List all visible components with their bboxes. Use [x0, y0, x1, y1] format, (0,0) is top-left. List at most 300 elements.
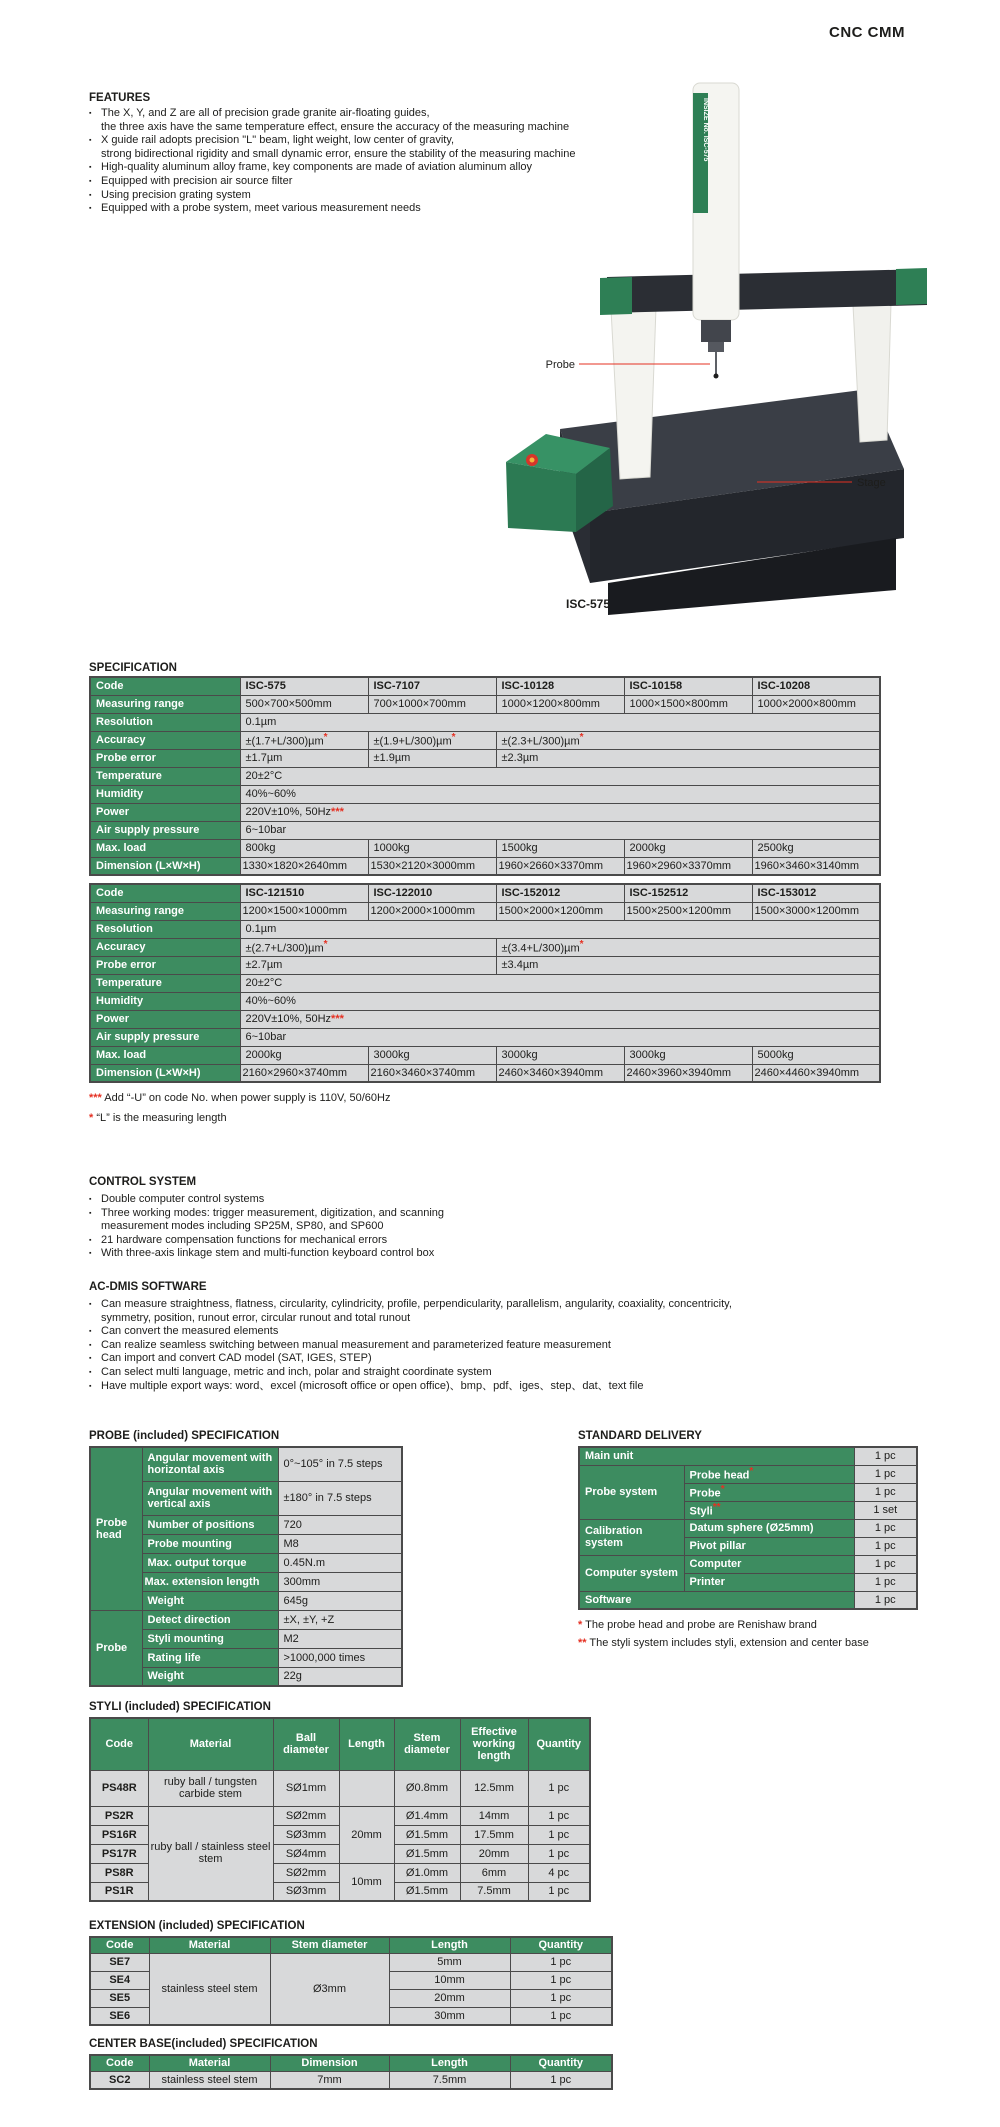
length-cell: 10mm [339, 1863, 394, 1901]
spec-cell: 40%~60% [240, 992, 880, 1010]
table-row [90, 1806, 590, 1825]
row-label: Rating life [142, 1648, 278, 1667]
row-label: Dimension (L×W×H) [90, 857, 240, 875]
spec-cell: 2000kg [624, 839, 752, 857]
spec-cell: 1960×3460×3140mm [752, 857, 880, 875]
table-header-row [90, 2055, 612, 2071]
figure-caption: ISC-575 [566, 597, 611, 611]
spec-cell: 500×700×500mm [240, 695, 368, 713]
spec-cell: ±(1.7+L/300)µm* [240, 731, 368, 749]
material-cell: stainless steel stem [149, 2071, 270, 2089]
spec-cell: M8 [278, 1534, 402, 1553]
spec-heading: SPECIFICATION [89, 662, 177, 674]
control-housing-front [506, 462, 576, 532]
delivery-note-1: * The probe head and probe are Renishaw brand [578, 1619, 817, 1631]
footnote-star: ** [712, 1501, 721, 1513]
group-label: Computer system [579, 1555, 684, 1591]
software-list [89, 1298, 969, 1393]
spec-cell: ISC-153012 [752, 884, 880, 902]
column-header: Effective working length [460, 1718, 528, 1770]
styli-spec-heading: STYLI (included) SPECIFICATION [89, 1701, 271, 1713]
table-row [90, 857, 880, 875]
material-cell: ruby ball / stainless steel stem [148, 1806, 273, 1901]
group-label: Probe [90, 1610, 142, 1686]
footnote-star: * [579, 938, 584, 950]
row-label: Probe error [90, 749, 240, 767]
table-row [90, 938, 880, 956]
row-label: Probe error [90, 956, 240, 974]
delivery-item: Styli** [684, 1501, 854, 1519]
row-label: Weight [142, 1591, 278, 1610]
group-label: Probe head [90, 1447, 142, 1610]
row-label: Humidity [90, 785, 240, 803]
code-cell: SE5 [90, 1989, 149, 2007]
list-item: ▪ 21 hardware compensation functions for mechanical errors [89, 1234, 729, 1248]
spec-cell: 220V±10%, 50Hz*** [240, 803, 880, 821]
row-label: Max. load [90, 1046, 240, 1064]
footnote-star: *** [89, 1092, 102, 1104]
table-row [90, 902, 880, 920]
spec-cell: ISC-10208 [752, 677, 880, 695]
machine-figure [480, 70, 950, 622]
spec-cell: 0.1µm [240, 713, 880, 731]
code-cell: SC2 [90, 2071, 149, 2089]
footnote-star: *** [331, 1013, 344, 1025]
qty-cell: 1 pc [510, 2007, 612, 2025]
dimension-cell: 7mm [270, 2071, 389, 2089]
table-row [90, 1953, 612, 1971]
spec-cell: ±3.4µm [496, 956, 880, 974]
spec-cell: 1500kg [496, 839, 624, 857]
column-header: Quantity [510, 2055, 612, 2071]
code-cell: PS2R [90, 1806, 148, 1825]
column-header: Code [90, 2055, 149, 2071]
stem-cell: Ø1.5mm [394, 1882, 460, 1901]
delivery-item: Software [579, 1591, 854, 1609]
right-column [853, 303, 891, 442]
spec-cell: ISC-152012 [496, 884, 624, 902]
qty-cell: 1 pc [854, 1447, 917, 1465]
qty-cell: 1 pc [528, 1770, 590, 1806]
spec-cell: 0°~105° in 7.5 steps [278, 1447, 402, 1481]
styli-spec-table [89, 1717, 591, 1902]
probe-spec-heading: PROBE (included) SPECIFICATION [89, 1430, 280, 1442]
column-header: Material [149, 2055, 270, 2071]
row-label: Accuracy [90, 938, 240, 956]
delivery-note-2: ** The styli system includes styli, extension and center base [578, 1637, 869, 1649]
stem-cell: Ø1.5mm [394, 1844, 460, 1863]
delivery-item: Computer [684, 1555, 854, 1573]
spec-cell: 645g [278, 1591, 402, 1610]
row-label: Power [90, 803, 240, 821]
spec-cell: ±1.9µm [368, 749, 496, 767]
spec-cell: M2 [278, 1629, 402, 1648]
stem-cell: Ø1.5mm [394, 1825, 460, 1844]
material-cell: ruby ball / tungsten carbide stem [148, 1770, 273, 1806]
spec-cell: 2000kg [240, 1046, 368, 1064]
table-header-row [90, 1718, 590, 1770]
length-cell: 20mm [339, 1806, 394, 1863]
row-label: Air supply pressure [90, 1028, 240, 1046]
footnote-star: * [323, 938, 328, 950]
row-label: Temperature [90, 974, 240, 992]
table-row [90, 713, 880, 731]
delivery-item: Datum sphere (Ø25mm) [684, 1519, 854, 1537]
spec-cell: 22g [278, 1667, 402, 1686]
list-item: ▪ Can realize seamless switching between manual measurement and parameterized feature measurement [89, 1339, 969, 1353]
row-label: Accuracy [90, 731, 240, 749]
standard-delivery-heading: STANDARD DELIVERY [578, 1430, 702, 1442]
qty-cell: 4 pc [528, 1863, 590, 1882]
list-item: ▪ With three-axis linkage stem and multi-function keyboard control box [89, 1247, 729, 1261]
row-label: Humidity [90, 992, 240, 1010]
spec-cell: 0.1µm [240, 920, 880, 938]
page-title: CNC CMM [829, 24, 905, 41]
spec-table-1 [89, 676, 881, 876]
table-row [90, 839, 880, 857]
table-row [579, 1519, 917, 1537]
list-item: ▪ Can import and convert CAD model (SAT, IGES, STEP) [89, 1352, 969, 1366]
table-row [90, 992, 880, 1010]
qty-cell: 1 pc [528, 1844, 590, 1863]
feature-item: ▪ Using precision grating system [89, 189, 679, 203]
column-header: Length [389, 1937, 510, 1953]
column-header: Stem diameter [394, 1718, 460, 1770]
control-system-list [89, 1193, 729, 1261]
stage-callout-label: Stage [857, 477, 886, 489]
features-heading: FEATURES [89, 92, 151, 104]
table-row [579, 1447, 917, 1465]
spec-cell: 1000×2000×800mm [752, 695, 880, 713]
row-label: Measuring range [90, 902, 240, 920]
spec-cell: 2160×3460×3740mm [368, 1064, 496, 1082]
footnote-star: ** [578, 1637, 587, 1649]
table-row [90, 677, 880, 695]
spec-cell: 20±2°C [240, 974, 880, 992]
feature-item: ▪ Equipped with a probe system, meet various measurement needs [89, 202, 679, 216]
table-row [90, 920, 880, 938]
length-cell: 30mm [389, 2007, 510, 2025]
length-cell: 5mm [389, 1953, 510, 1971]
list-item: ▪ Have multiple export ways: word、excel (microsoft office or open office)、bmp、pdf、iges、step、dat、text file [89, 1380, 969, 1394]
spec-cell: 1530×2120×3000mm [368, 857, 496, 875]
length-cell: 20mm [389, 1989, 510, 2007]
column-header: Quantity [528, 1718, 590, 1770]
column-header: Length [339, 1718, 394, 1770]
spec-cell: 1330×1820×2640mm [240, 857, 368, 875]
table-row [90, 2071, 612, 2089]
qty-cell: 1 pc [528, 1825, 590, 1844]
code-cell: PS16R [90, 1825, 148, 1844]
control-system-heading: CONTROL SYSTEM [89, 1176, 197, 1188]
table-row [90, 785, 880, 803]
row-label: Resolution [90, 920, 240, 938]
spec-cell: 220V±10%, 50Hz*** [240, 1010, 880, 1028]
spec-cell: 1960×2660×3370mm [496, 857, 624, 875]
spec-cell: 5000kg [752, 1046, 880, 1064]
spec-cell: 3000kg [496, 1046, 624, 1064]
row-label: Styli mounting [142, 1629, 278, 1648]
spec-cell: 0.45N.m [278, 1553, 402, 1572]
length-cell: 7.5mm [389, 2071, 510, 2089]
feature-item: ▪ Equipped with precision air source filter [89, 175, 679, 189]
stem-cell: Ø3mm [270, 1953, 389, 2025]
standard-delivery-table [578, 1446, 918, 1610]
stem-cell: Ø0.8mm [394, 1770, 460, 1806]
spec-cell: 3000kg [368, 1046, 496, 1064]
length-cell: 10mm [389, 1971, 510, 1989]
spec-cell: 1500×3000×1200mm [752, 902, 880, 920]
row-label: Weight [142, 1667, 278, 1686]
spec-cell: 1500×2500×1200mm [624, 902, 752, 920]
ewl-cell: 12.5mm [460, 1770, 528, 1806]
spec-cell: ±2.3µm [496, 749, 880, 767]
center-base-heading: CENTER BASE(included) SPECIFICATION [89, 2038, 318, 2050]
center-base-table [89, 2054, 613, 2090]
ewl-cell: 17.5mm [460, 1825, 528, 1844]
spec-cell: 1000×1500×800mm [624, 695, 752, 713]
probe-head [701, 320, 731, 342]
row-label: Max. extension length [142, 1572, 278, 1591]
material-cell: stainless steel stem [149, 1953, 270, 2025]
brand-label: INSIZE No. ISC-575 [702, 98, 709, 162]
delivery-item: Printer [684, 1573, 854, 1591]
spec-cell: 720 [278, 1515, 402, 1534]
spec-cell: 1500×2000×1200mm [496, 902, 624, 920]
ball-cell: SØ2mm [273, 1863, 339, 1882]
table-row [90, 974, 880, 992]
table-row [90, 884, 880, 902]
qty-cell: 1 pc [854, 1519, 917, 1537]
code-cell: PS17R [90, 1844, 148, 1863]
spec-cell: 300mm [278, 1572, 402, 1591]
column-header: Ball diameter [273, 1718, 339, 1770]
ball-cell: SØ4mm [273, 1844, 339, 1863]
spec-cell: 800kg [240, 839, 368, 857]
column-header: Stem diameter [270, 1937, 389, 1953]
spec-cell: ISC-121510 [240, 884, 368, 902]
table-row [90, 1046, 880, 1064]
spec-cell: ±2.7µm [240, 956, 496, 974]
table-row [90, 821, 880, 839]
qty-cell: 1 pc [854, 1573, 917, 1591]
spec-cell: ±(3.4+L/300)µm* [496, 938, 880, 956]
footnote-star: *** [331, 806, 344, 818]
spec-note-1: *** Add “-U” on code No. when power supply is 110V, 50/60Hz [89, 1092, 391, 1104]
row-label: Max. output torque [142, 1553, 278, 1572]
ewl-cell: 20mm [460, 1844, 528, 1863]
ball-cell: SØ2mm [273, 1806, 339, 1825]
feature-item: ▪ X guide rail adopts precision "L" beam, light weight, low center of gravity, strong bidirectional rigidity and small dynamic error, ensure the stability of the measuring machine [89, 134, 679, 161]
table-row [579, 1555, 917, 1573]
spec-cell: 1000kg [368, 839, 496, 857]
spec-table-2 [89, 883, 881, 1083]
probe-spec-table [89, 1446, 403, 1687]
emergency-button-center [530, 458, 535, 463]
qty-cell: 1 pc [854, 1537, 917, 1555]
spec-cell: ISC-10128 [496, 677, 624, 695]
qty-cell: 1 pc [510, 1989, 612, 2007]
row-label: Resolution [90, 713, 240, 731]
footnote-star: * [323, 731, 328, 743]
delivery-item: Probe* [684, 1483, 854, 1501]
spec-cell: 2460×3460×3940mm [496, 1064, 624, 1082]
spec-cell: 20±2°C [240, 767, 880, 785]
spec-cell: ISC-7107 [368, 677, 496, 695]
spec-cell: ±1.7µm [240, 749, 368, 767]
list-item: ▪ Can convert the measured elements [89, 1325, 969, 1339]
row-label: Max. load [90, 839, 240, 857]
table-row [90, 803, 880, 821]
ball-cell: SØ1mm [273, 1770, 339, 1806]
row-label: Probe mounting [142, 1534, 278, 1553]
extension-spec-table [89, 1936, 613, 2026]
extension-spec-heading: EXTENSION (included) SPECIFICATION [89, 1920, 305, 1932]
column-header: Material [149, 1937, 270, 1953]
ewl-cell: 7.5mm [460, 1882, 528, 1901]
footnote-star: * [749, 1465, 754, 1477]
code-cell: PS48R [90, 1770, 148, 1806]
qty-cell: 1 pc [854, 1465, 917, 1483]
probe-body [708, 342, 724, 352]
stylus-tip [714, 374, 719, 379]
list-item: ▪ Can select multi language, metric and inch, polar and straight coordinate system [89, 1366, 969, 1380]
row-label: Code [90, 884, 240, 902]
table-row [90, 1064, 880, 1082]
ewl-cell: 14mm [460, 1806, 528, 1825]
spec-cell: 40%~60% [240, 785, 880, 803]
table-row [90, 1770, 590, 1806]
row-label: Angular movement with vertical axis [142, 1481, 278, 1515]
table-row [579, 1465, 917, 1483]
footnote-star: * [720, 1483, 725, 1495]
crossbeam-cap-left [600, 277, 632, 315]
row-label: Measuring range [90, 695, 240, 713]
spec-cell: 2500kg [752, 839, 880, 857]
column-header: Quantity [510, 1937, 612, 1953]
table-row [90, 1010, 880, 1028]
code-cell: SE6 [90, 2007, 149, 2025]
group-label: Probe system [579, 1465, 684, 1519]
column-header: Material [148, 1718, 273, 1770]
delivery-item: Probe head* [684, 1465, 854, 1483]
qty-cell: 1 pc [510, 1953, 612, 1971]
spec-cell: ±(2.3+L/300)µm* [496, 731, 880, 749]
column-header: Code [90, 1937, 149, 1953]
qty-cell: 1 pc [510, 2071, 612, 2089]
spec-cell: 1200×1500×1000mm [240, 902, 368, 920]
list-item: ▪ Three working modes: trigger measurement, digitization, and scanning measurement modes including SP25M, SP80, and SP600 [89, 1207, 729, 1234]
spec-cell: 700×1000×700mm [368, 695, 496, 713]
spec-cell: >1000,000 times [278, 1648, 402, 1667]
length-cell [339, 1770, 394, 1806]
table-row [579, 1591, 917, 1609]
row-label: Number of positions [142, 1515, 278, 1534]
column-header: Code [90, 1718, 148, 1770]
row-label: Air supply pressure [90, 821, 240, 839]
code-cell: PS8R [90, 1863, 148, 1882]
table-row [90, 749, 880, 767]
delivery-item: Main unit [579, 1447, 854, 1465]
footnote-star: * [89, 1112, 94, 1124]
row-label: Dimension (L×W×H) [90, 1064, 240, 1082]
row-label: Angular movement with horizontal axis [142, 1447, 278, 1481]
footnote-star: * [579, 731, 584, 743]
spec-cell: 3000kg [624, 1046, 752, 1064]
feature-item: ▪ High-quality aluminum alloy frame, key components are made of aviation aluminum alloy [89, 161, 679, 175]
qty-cell: 1 pc [854, 1591, 917, 1609]
spec-cell: ISC-10158 [624, 677, 752, 695]
spec-cell: 6~10bar [240, 821, 880, 839]
software-heading: AC-DMIS SOFTWARE [89, 1281, 207, 1293]
spec-note-2: * “L” is the measuring length [89, 1112, 227, 1124]
group-label: Calibration system [579, 1519, 684, 1555]
row-label: Detect direction [142, 1610, 278, 1629]
spec-cell: 2460×4460×3940mm [752, 1064, 880, 1082]
qty-cell: 1 pc [528, 1806, 590, 1825]
code-cell: PS1R [90, 1882, 148, 1901]
spec-cell: ISC-575 [240, 677, 368, 695]
spec-cell: 1960×2960×3370mm [624, 857, 752, 875]
qty-cell: 1 pc [854, 1483, 917, 1501]
crossbeam-cap-right [896, 268, 927, 305]
ball-cell: SØ3mm [273, 1825, 339, 1844]
table-row [90, 956, 880, 974]
qty-cell: 1 pc [528, 1882, 590, 1901]
delivery-item: Pivot pillar [684, 1537, 854, 1555]
spec-cell: 2460×3960×3940mm [624, 1064, 752, 1082]
spec-cell: ISC-152512 [624, 884, 752, 902]
table-row [90, 767, 880, 785]
qty-cell: 1 pc [854, 1555, 917, 1573]
probe-callout-label: Probe [545, 359, 575, 371]
spec-cell: 1200×2000×1000mm [368, 902, 496, 920]
code-cell: SE7 [90, 1953, 149, 1971]
spec-cell: ±180° in 7.5 steps [278, 1481, 402, 1515]
list-item: ▪ Can measure straightness, flatness, circularity, cylindricity, profile, perpendicularity, parallelism, angularity, coaxiality, concentricity, symmetry, position, runout error, circular runout and total runout [89, 1298, 969, 1325]
table-row [90, 1447, 402, 1481]
ball-cell: SØ3mm [273, 1882, 339, 1901]
stem-cell: Ø1.0mm [394, 1863, 460, 1882]
list-item: ▪ Double computer control systems [89, 1193, 729, 1207]
stem-cell: Ø1.4mm [394, 1806, 460, 1825]
qty-cell: 1 set [854, 1501, 917, 1519]
code-cell: SE4 [90, 1971, 149, 1989]
footnote-star: * [451, 731, 456, 743]
table-row [90, 731, 880, 749]
spec-cell: 6~10bar [240, 1028, 880, 1046]
footnote-star: * [578, 1619, 583, 1631]
table-row [90, 1028, 880, 1046]
spec-cell: ±X, ±Y, +Z [278, 1610, 402, 1629]
feature-item: ▪ The X, Y, and Z are all of precision grade granite air-floating guides, the three axis have the same temperature effect, ensure the accuracy of the measuring machine [89, 107, 679, 134]
column-header: Dimension [270, 2055, 389, 2071]
table-header-row [90, 1937, 612, 1953]
spec-cell: 2160×2960×3740mm [240, 1064, 368, 1082]
spec-cell: ±(2.7+L/300)µm* [240, 938, 496, 956]
qty-cell: 1 pc [510, 1971, 612, 1989]
spec-cell: ±(1.9+L/300)µm* [368, 731, 496, 749]
row-label: Power [90, 1010, 240, 1028]
ewl-cell: 6mm [460, 1863, 528, 1882]
spec-cell: ISC-122010 [368, 884, 496, 902]
table-row [90, 1610, 402, 1629]
row-label: Code [90, 677, 240, 695]
column-header: Length [389, 2055, 510, 2071]
row-label: Temperature [90, 767, 240, 785]
table-row [90, 695, 880, 713]
spec-cell: 1000×1200×800mm [496, 695, 624, 713]
